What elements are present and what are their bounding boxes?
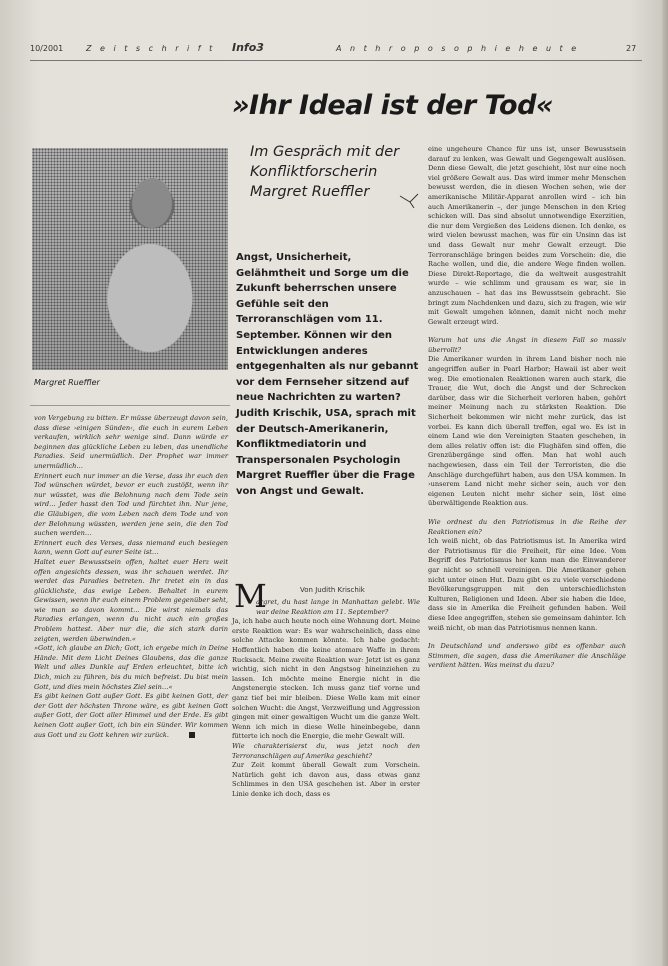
issue-date: 10/2001 [30,44,64,53]
left-paragraph: Erinnert euch des Verses, dass niemand euch besiegen kann, wenn Gott auf eurer Seite ist… [34,538,228,557]
interview-question: argret, du hast lange in Manhattan gelebt. Wie war deine Reaktion am 11. September? [256,598,420,616]
left-paragraph [34,692,228,740]
interview-answer: Zur Zeit kommt überall Gewalt zum Vorschein. Natürlich geht ich davon aus, dass etwas ganz Schlimmes in den USA geschehen ist. Aber in erster Linie denke ich doch, dass es [232,761,420,798]
interview-question: Warum hat uns die Angst in diesem Fall so massiv überrollt? [428,336,626,354]
left-paragraph: »Gott, ich glaube an Dich; Gott, ich ergebe mich in Deine Hände. Mit dem Licht Deines Glaubens, das die ganze Welt und alles Dunkle auf Erden erleuchtet, bitte ich Dich, mich zu führen, bis du mich befreist. Du bist mein Gott, und dies mein höchstes Ziel sein…« [34,644,228,691]
interview-answer: Die Amerikaner wurden in ihrem Land bisher noch nie angegriffen außer in Pearl Harbor; Hawaii ist aber weit weg. Die emotionalen Reaktionen waren auch stark, die Trauer, die Wut, doch die Angst und der Schrecken darüber, dass wir die Sicherheit verloren haben, gehört meiner Meinung nach zu stärksten Reaktion. Die Sicherheit bekommen wir nicht mehr zurück, das ist vorbei. Es kann dich überall treffen, egal wo. Es ist in einem Land wie den Vereinigten Staaten geschehen, in dem alles relativ offen ist: die Flughäfen sind offen, die Grenzübergänge sind offen. Man hat wohl auch nachgewiesen, dass ein Teil der Terroristen, die die Anschläge durchgeführt haben, aus den USA kommen. In ›unserem Land nicht mehr sicher sein, auch vor den eigenen Leuten nicht mehr sicher sein, löst eine überwältigende Reaktion aus. [428,355,626,508]
portrait-face [132,178,172,228]
byline: Von Judith Krischik [300,586,365,594]
interview-question: Wie charakterisierst du, was jetzt noch den Terroranschlägen auf Amerika geschieht? [232,741,420,760]
interview-question: Wie ordnest du den Patriotismus in die Reihe der Reaktionen ein? [428,517,626,536]
portrait-photo [32,148,228,370]
magazine-label: Z e i t s c h r i f t [86,44,216,53]
left-paragraph-text: Es gibt keinen Gott außer Gott. Es gibt keinen Gott, der der Gott der höchsten Throne wäre, es gibt keinen Gott außer Gott, der Gott aller Himmel und der Erde. Es gibt keinen Gott außer Gott, ich bin ein Sünder. Wir kommen aus Gott und zu Gott kehren wir zurück. [34,692,228,739]
section-title: A n t h r o p o s o p h i e h e u t e [336,44,580,53]
interview-answer: Ja, ich habe auch heute noch eine Wohnung dort. Meine erste Reaktion war: Es war wahrscheinlich, dass eine solche Attacke kommen könnte. Ich habe gedacht: Hoffentlich haben die keine atomare Waffe in ihrem Rucksack. Meine zweite Reaktion war: Jetzt ist es ganz wichtig, sich nicht in den Angstsog hineinziehen zu lassen. Ich möchte meine Energie nicht in die Angstenergie stecken. Ich muss ganz tief vorne und ganz tief bei mir bleiben. Diese Welle kam mit einer solchen Wucht: die Angst, Verzweiflung und Aggression gingen mit einer gewaltigen Wucht um die ganze Welt. Wenn ich mich in diese Welle hineinbegebe, dann fütterte ich noch die Energie, die mehr Gewalt will. [232,617,420,741]
left-paragraph: Erinnert euch nur immer an die Verse, dass ihr euch den Tod wünschen würdet, bevor er euch zustößt, wenn ihr nur wüsstet, was die Belohnung nach dem Tode sein wird… Jeder hasst den Tod und fürchtet ihn. Nur jene, die Gläubigen, die vom Leben nach dem Tode und von der Belohnung wüssten, werden jene sein, die den Tod suchen werden… [34,471,228,538]
left-column [34,414,228,740]
drop-cap: M [234,577,267,615]
end-mark-icon [189,732,195,738]
pen-mark-icon [398,192,422,210]
page-number: 27 [626,44,637,53]
article-lead: Angst, Unsicherheit, Gelähmtheit und Sorge um die Zukunft beherrschen unsere Gefühle seit den Terroranschlägen vom 11. September. Können wir den Entwicklungen anderes entgegenhalten als nur gebannt vor dem Fernseher sitzend auf neue Nachrichten zu warten? Judith Krischik, USA, sprach mit der Deutsch-Amerikanerin, Konfliktmediatorin und Transpersonalen Psychologin Margret Rueffler über die Frage von Angst und Gewalt. [236,252,419,497]
interview-question: In Deutschland und anderswo gibt es offenbar auch Stimmen, die sagen, dass die Amerikaner die Anschläge verdient hätten. Was meinst du dazu? [428,642,626,670]
left-paragraph: von Vergebung zu bitten. Er müsse überzeugt davon sein, dass diese ›einigen Sünden‹, die euch in eurem Leben verkaufen, wirklich sehr wenige sind. Dann würde er beginnen das glückliche Leben zu leben, das unendliche Paradies. Seid unermüdlich. Der Prophet war immer unermüdlich… [34,414,228,470]
right-column [428,145,626,671]
interview-answer: eine ungeheure Chance für uns ist, unser Bewusstsein darauf zu lenken, was Gewalt und Gegengewalt auslösen. Denn diese Gewalt, die jetzt geschieht, löst nur eine noch viel größere Gewalt aus. Das wird immer mehr Menschen bewusst werden, die in diesen Wochen sehen, wie der amerikanische Militär-Apparat anrollen wird – ich bin auch Amerikanerin –, der junge Menschen in den Krieg schicken will. Das sind absolut unnotwendige Exerzitien, die nur dem Vergießen des Leidens dienen. Ich denke, es wird vielen bewusst machen, was für ein Unsinn das ist und dass Gewalt nur mehr Gewalt erzeugt. Die Terroranschläge bringen beides zum Vorschein: die, die Rache wollen, und die, die andere Wege finden wollen. Diese Direkt-Reportage, die da weltweit ausgestrahlt wurde – wie schlimm und grausam es war, sie in anzuschauen – hat das ins Bewusstsein gebracht. Sie bringt zum Nachdenken und dazu, sich zu fragen, wie wir mit Gewalt umgehen können, damit nicht noch mehr Gewalt erzeugt wird. [428,145,626,326]
article-subhead: Im Gespräch mit der Konfliktforscherin Margret Rueffler [250,144,400,200]
article-headline: »Ihr Ideal ist der Tod« [232,90,553,121]
page-header [30,41,642,58]
interview-answer: Ich weiß nicht, ob das Patriotismus ist. In Amerika wird der Patriotismus für die Freiheit, für eine Idee. Vom Begriff des Patriotismus her kann man die Einwanderer gar nicht so schnell vereinigen. Die Amerikaner gehen nicht unter einen Hut. Dazu gibt es zu viele verschiedene Bevölkerungsgruppen mit den unterschiedlichsten Kulturen, Religionen und Ideen. Aber sie haben die Idee, dass sie in Amerika die Freiheit gefunden haben. Weil diese Idee angegriffen, stehen sie gemeinsam dahinter. Ich weiß nicht, ob man das Patriotismus nennen kann. [428,537,626,632]
page-edge [662,0,668,966]
middle-column [232,598,420,799]
header-rule [30,60,642,61]
column-divider [30,405,230,406]
magazine-logo: Info3 [232,41,264,54]
photo-caption: Margret Rueffler [34,378,100,387]
left-paragraph: Haltet euer Bewusstsein offen, haltet euer Herz weit offen angesichts dessen, was ihr schauen werdet. Ihr werdet das Paradies betreten. Ihr tretet ein in das glücklichste, das ewige Leben. Behaltet in eurem Gewissen, wenn ihr euch einem Problem gegenüber seht, wie man so davon kommt… Die wirst niemals das Paradies erlangen, wenn du nicht auch ein großes Problem hattest. Aber nur die, die sich stark darin zeigten, werden überwinden.« [34,557,228,643]
